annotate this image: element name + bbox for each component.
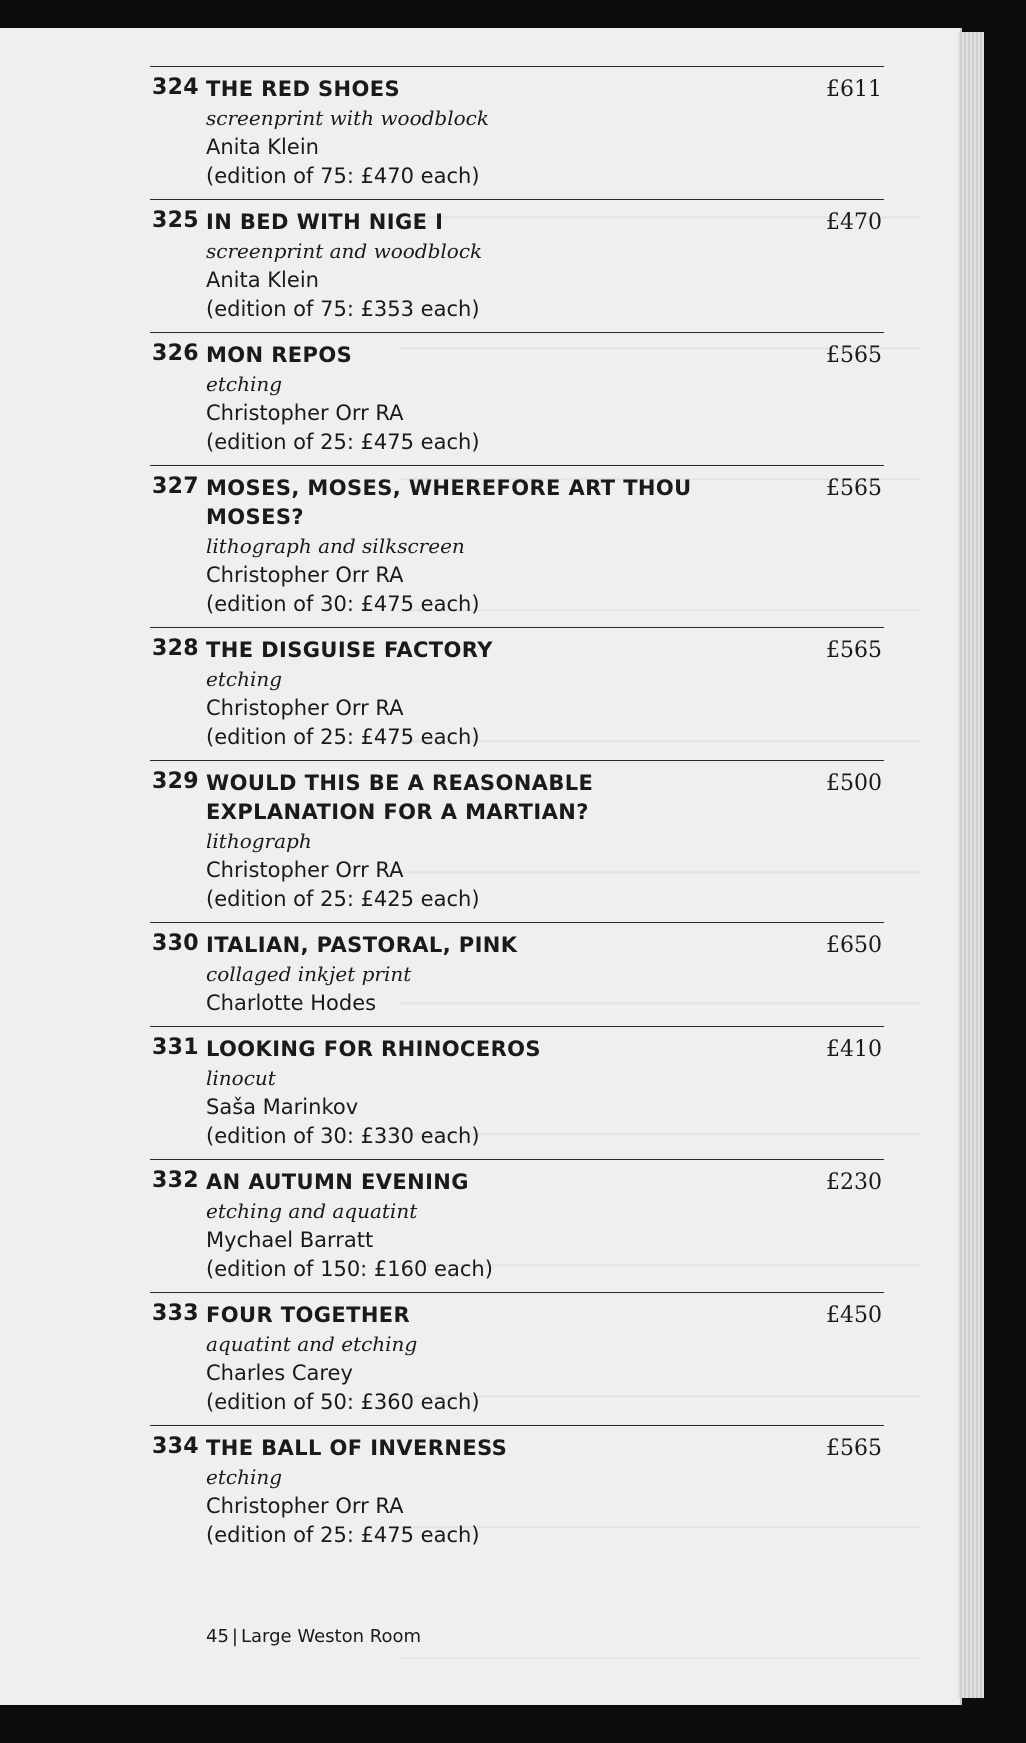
entry-title: FOUR TOGETHER	[206, 1303, 411, 1327]
catalogue-entry	[150, 922, 884, 1026]
entry-title: THE RED SHOES	[206, 77, 401, 101]
room-name: Large Weston Room	[240, 1626, 422, 1647]
entry-artist: Charles Carey	[206, 1361, 353, 1385]
entry-medium: linocut	[206, 1066, 276, 1090]
entry-edition: (edition of 75: £353 each)	[206, 297, 480, 321]
catalogue-entry	[150, 1292, 884, 1425]
entry-artist: Christopher Orr RA	[206, 858, 404, 882]
entry-price: £611	[826, 77, 882, 102]
entry-price: £565	[826, 343, 882, 368]
entry-number: 324	[152, 75, 199, 100]
entry-edition: (edition of 150: £160 each)	[206, 1257, 493, 1281]
entry-artist: Christopher Orr RA	[206, 563, 404, 587]
catalogue-entry	[150, 199, 884, 332]
entry-price: £500	[826, 771, 882, 796]
entry-price: £565	[826, 476, 882, 501]
entry-title: ITALIAN, PASTORAL, PINK	[206, 933, 518, 957]
entry-number: 334	[152, 1434, 199, 1459]
entry-artist: Saša Marinkov	[206, 1095, 359, 1119]
entry-medium: etching	[206, 1465, 283, 1489]
catalogue-entry	[150, 66, 884, 199]
entry-title: THE BALL OF INVERNESS	[206, 1436, 508, 1460]
entry-title: AN AUTUMN EVENING	[206, 1170, 469, 1194]
entry-number: 333	[152, 1301, 199, 1326]
entry-artist: Mychael Barratt	[206, 1228, 374, 1252]
entry-edition: (edition of 50: £360 each)	[206, 1390, 480, 1414]
entry-price: £565	[826, 1436, 882, 1461]
entry-medium: etching	[206, 372, 283, 396]
entry-medium: lithograph	[206, 829, 312, 853]
catalogue-entry	[150, 627, 884, 760]
page-footer	[206, 1626, 421, 1647]
entry-price: £470	[826, 210, 882, 235]
entry-artist: Christopher Orr RA	[206, 1494, 404, 1518]
entry-edition: (edition of 75: £470 each)	[206, 164, 480, 188]
entry-medium: screenprint and woodblock	[206, 239, 483, 263]
entry-price: £450	[826, 1303, 882, 1328]
entry-title: MOSES, MOSES, WHEREFORE ART THOU MOSES?	[206, 476, 692, 529]
entry-title: THE DISGUISE FACTORY	[206, 638, 493, 662]
entry-medium: screenprint with woodblock	[206, 106, 489, 130]
entry-number: 325	[152, 208, 199, 233]
entry-number: 332	[152, 1168, 199, 1193]
entry-number: 326	[152, 341, 199, 366]
entry-price: £565	[826, 638, 882, 663]
entry-medium: etching and aquatint	[206, 1199, 418, 1223]
entry-edition: (edition of 25: £475 each)	[206, 1523, 480, 1547]
entry-medium: etching	[206, 667, 283, 691]
entry-number: 331	[152, 1035, 199, 1060]
catalogue-entry	[150, 465, 884, 627]
entry-number: 328	[152, 636, 199, 661]
entry-title: LOOKING FOR RHINOCEROS	[206, 1037, 541, 1061]
entry-number: 327	[152, 474, 199, 499]
entry-edition: (edition of 30: £475 each)	[206, 592, 480, 616]
entry-title: MON REPOS	[206, 343, 353, 367]
entry-artist: Christopher Orr RA	[206, 401, 404, 425]
entry-artist: Anita Klein	[206, 268, 319, 292]
entry-number: 329	[152, 769, 199, 794]
entry-medium: collaged inkjet print	[206, 962, 412, 986]
page-edges	[958, 32, 984, 1698]
entry-artist: Charlotte Hodes	[206, 991, 377, 1015]
entry-edition: (edition of 25: £475 each)	[206, 430, 480, 454]
entry-medium: lithograph and silkscreen	[206, 534, 465, 558]
footer-separator: |	[231, 1626, 238, 1647]
entry-artist: Anita Klein	[206, 135, 319, 159]
catalogue-entry	[150, 1425, 884, 1558]
entry-title: WOULD THIS BE A REASONABLE EXPLANATION FOR A MARTIAN?	[206, 771, 594, 824]
entry-edition: (edition of 25: £425 each)	[206, 887, 480, 911]
entry-artist: Christopher Orr RA	[206, 696, 404, 720]
page-number: 45	[206, 1626, 229, 1647]
entry-edition: (edition of 30: £330 each)	[206, 1124, 480, 1148]
entry-medium: aquatint and etching	[206, 1332, 418, 1356]
catalogue-entry	[150, 1026, 884, 1159]
catalogue-entry-list	[150, 66, 884, 1558]
entry-number: 330	[152, 931, 199, 956]
catalogue-entry	[150, 760, 884, 922]
catalogue-entry	[150, 332, 884, 465]
entry-price: £410	[826, 1037, 882, 1062]
entry-title: IN BED WITH NIGE I	[206, 210, 444, 234]
entry-price: £650	[826, 933, 882, 958]
catalogue-entry	[150, 1159, 884, 1292]
entry-edition: (edition of 25: £475 each)	[206, 725, 480, 749]
entry-price: £230	[826, 1170, 882, 1195]
